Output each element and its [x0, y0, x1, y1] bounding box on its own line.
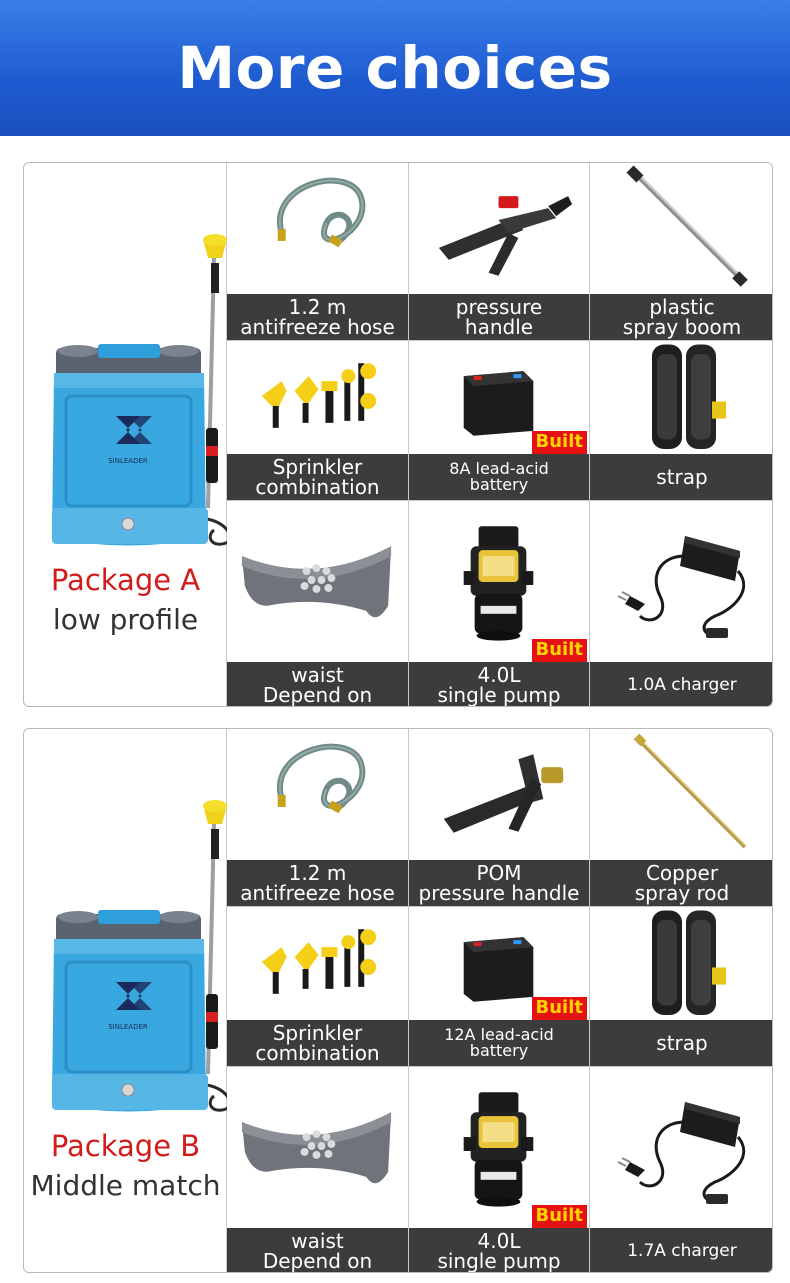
item-caption: 1.2 m antifreeze hose — [227, 860, 408, 906]
item-caption: Sprinkler combination — [227, 454, 408, 500]
copper-rod-image — [590, 729, 773, 861]
item-caption: 4.0L single pump — [409, 662, 589, 707]
header-banner — [0, 0, 790, 136]
pom-pressure-handle-image — [409, 729, 589, 861]
item-handle — [409, 163, 590, 341]
item-caption: 8A lead-acid battery — [409, 454, 589, 500]
item-caption: 1.0A charger — [590, 662, 773, 707]
built-badge: Built — [532, 431, 587, 454]
package-a-name: Package A — [50, 563, 201, 597]
item-sprinkler — [227, 341, 409, 501]
sprinkler-image — [227, 341, 408, 455]
charger-image — [590, 501, 773, 662]
item-caption: 12A lead-acid battery — [409, 1020, 589, 1066]
package-b-name: Package B — [50, 1129, 201, 1163]
item-waist — [227, 1067, 409, 1273]
built-badge: Built — [532, 1205, 587, 1228]
strap-image — [590, 907, 773, 1021]
item-caption: pressure handle — [409, 294, 589, 340]
item-strap — [590, 907, 773, 1067]
item-boom — [590, 163, 773, 341]
item-charger — [590, 501, 773, 707]
item-hose — [227, 729, 409, 907]
pump-image — [409, 501, 589, 662]
item-boom — [590, 729, 773, 907]
item-sprinkler — [227, 907, 409, 1067]
waist-pad-image — [227, 501, 408, 662]
item-battery — [409, 907, 590, 1067]
brand-logo-text: SINLEADER — [108, 457, 148, 465]
package-a-overview — [24, 163, 227, 706]
brand-logo-text: SINLEADER — [108, 1023, 148, 1031]
hose-image — [227, 729, 408, 861]
package-a-card — [23, 162, 773, 707]
item-caption: 1.2 m antifreeze hose — [227, 294, 408, 340]
item-caption: Copper spray rod — [590, 860, 773, 906]
item-battery — [409, 341, 590, 501]
charger-image — [590, 1067, 773, 1228]
item-caption: 4.0L single pump — [409, 1228, 589, 1273]
item-handle — [409, 729, 590, 907]
strap-image — [590, 341, 773, 455]
item-caption: POM pressure handle — [409, 860, 589, 906]
item-caption: strap — [590, 454, 773, 500]
sprayer-image — [36, 218, 236, 558]
item-caption: strap — [590, 1020, 773, 1066]
pump-image — [409, 1067, 589, 1228]
waist-pad-image — [227, 1067, 408, 1228]
item-strap — [590, 341, 773, 501]
page-title: More choices — [177, 34, 613, 102]
item-pump — [409, 501, 590, 707]
package-b-card — [23, 728, 773, 1273]
item-caption: plastic spray boom — [590, 294, 773, 340]
item-caption: 1.7A charger — [590, 1228, 773, 1273]
item-caption: Sprinkler combination — [227, 1020, 408, 1066]
item-pump — [409, 1067, 590, 1273]
built-badge: Built — [532, 639, 587, 662]
package-b-subtitle: Middle match — [30, 1169, 221, 1202]
sprayer-image — [36, 784, 236, 1124]
spray-boom-image — [590, 163, 773, 295]
package-a-subtitle: low profile — [52, 603, 199, 636]
built-badge: Built — [532, 997, 587, 1020]
pressure-handle-image — [409, 163, 589, 295]
item-charger — [590, 1067, 773, 1273]
item-caption: waist Depend on — [227, 1228, 408, 1273]
hose-image — [227, 163, 408, 295]
sprinkler-image — [227, 907, 408, 1021]
item-caption: waist Depend on — [227, 662, 408, 707]
item-hose — [227, 163, 409, 341]
package-b-overview — [24, 729, 227, 1272]
item-waist — [227, 501, 409, 707]
